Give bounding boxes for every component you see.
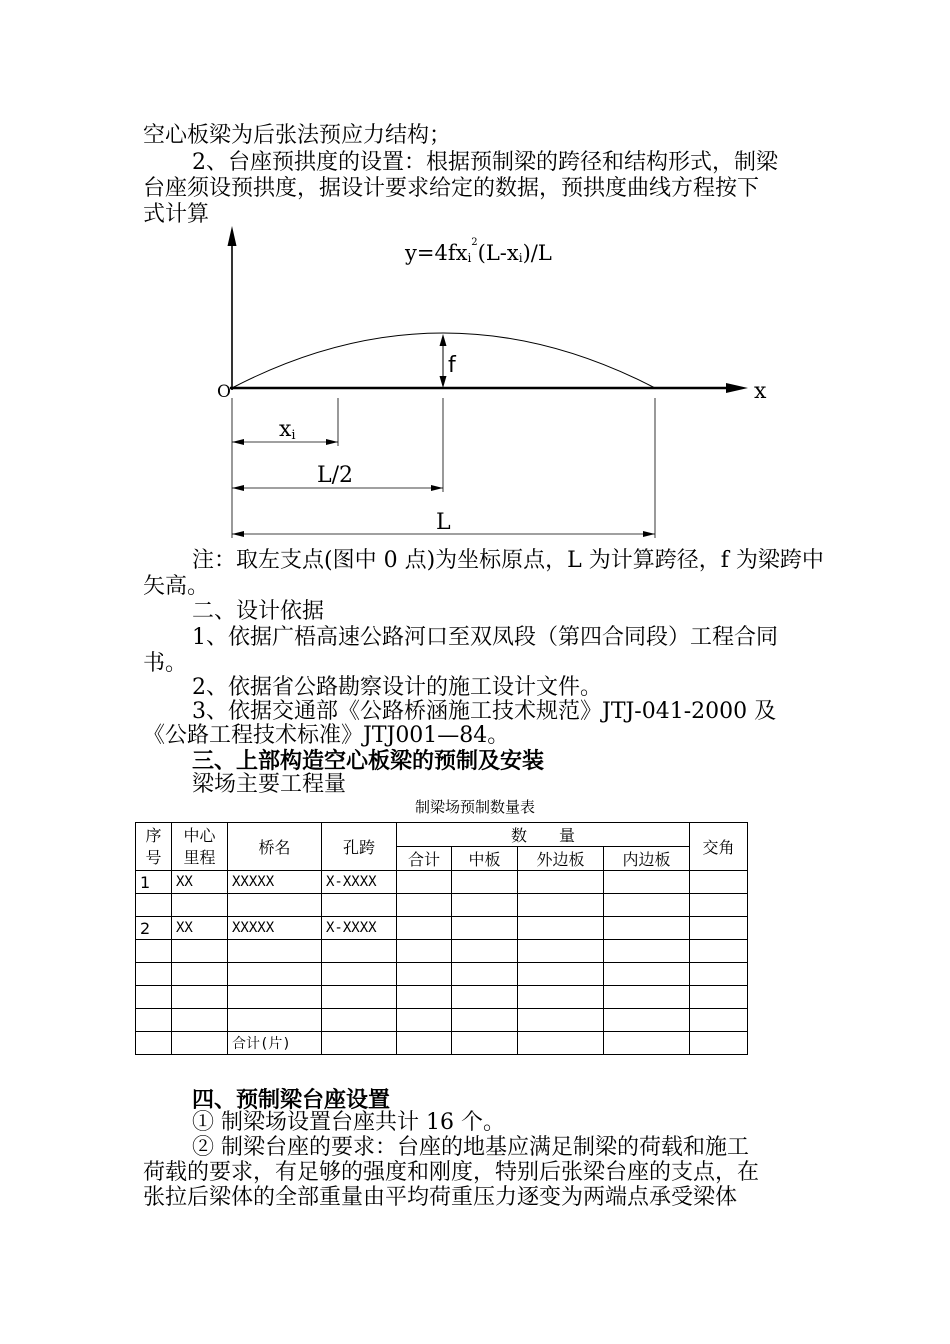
table-cell: [452, 871, 518, 894]
header-span: 孔跨: [322, 823, 397, 871]
table-cell: [322, 963, 397, 986]
table-row: [136, 871, 748, 894]
paragraph-line: 台座须设预拱度，据设计要求给定的数据，预拱度曲线方程按下: [143, 176, 760, 201]
table-cell: [397, 940, 452, 963]
dim-arrow-icon: [431, 485, 443, 491]
table-cell: [136, 1032, 172, 1055]
table-cell: [172, 963, 228, 986]
table-cell: [397, 1009, 452, 1032]
list-item: ① 制梁场设置台座共计 16 个。: [192, 1110, 505, 1135]
table-cell: [518, 986, 604, 1009]
table-cell: [452, 1032, 518, 1055]
section-heading: 三、上部构造空心板梁的预制及安装: [192, 748, 545, 774]
table-cell: [518, 917, 604, 940]
table-cell: [228, 963, 322, 986]
formula: y=4fxi$^2$(L-xi)/L: [405, 237, 552, 265]
table-cell: [172, 986, 228, 1009]
table-cell: [690, 894, 748, 917]
table-caption: 制梁场预制数量表: [414, 798, 535, 816]
table-cell: [172, 894, 228, 917]
table-cell: XXXXX: [228, 871, 322, 894]
dim-label-xi: xi: [279, 417, 296, 443]
subheading: 梁场主要工程量: [192, 772, 347, 797]
table-cell: 合计(片): [228, 1032, 322, 1055]
table-cell: [690, 1009, 748, 1032]
table-cell: [518, 963, 604, 986]
table-cell: [322, 894, 397, 917]
table-cell: [452, 940, 518, 963]
table-cell: [604, 871, 690, 894]
table-cell: X-XXXX: [322, 871, 397, 894]
paragraph-line: 《公路工程技术标准》JTJ001—84。: [143, 723, 510, 748]
header-angle: 交角: [690, 823, 748, 871]
table-cell: [136, 1009, 172, 1032]
table-row: [136, 894, 748, 917]
table-cell: [604, 1032, 690, 1055]
header-mileage: 里程: [183, 847, 216, 867]
header-seq: 序: [145, 825, 162, 845]
table-row: [136, 1032, 748, 1055]
table-cell: [397, 917, 452, 940]
origin-label: O: [217, 382, 231, 402]
table-cell: [690, 940, 748, 963]
table-cell: [604, 986, 690, 1009]
table-cell: [136, 986, 172, 1009]
table-cell: X-XXXX: [322, 917, 397, 940]
section-heading: 四、预制梁台座设置: [192, 1087, 391, 1113]
dim-label-full: L: [436, 510, 451, 535]
table-cell: 2: [136, 917, 172, 940]
table-cell: [690, 963, 748, 986]
header-bridge: 桥名: [228, 823, 322, 871]
table-cell: XX: [172, 871, 228, 894]
table-cell: [136, 963, 172, 986]
table-cell: 1: [136, 871, 172, 894]
table-cell: [518, 940, 604, 963]
table-cell: XXXXX: [228, 917, 322, 940]
note-line: 注：取左支点(图中 0 点)为坐标原点，L 为计算跨径，f 为梁跨中: [192, 548, 824, 573]
x-axis-arrow-icon: [726, 383, 748, 393]
table-row: [136, 986, 748, 1009]
table-cell: [172, 1009, 228, 1032]
table-cell: [397, 986, 452, 1009]
table-cell: [604, 940, 690, 963]
table-cell: [518, 871, 604, 894]
table-cell: [452, 963, 518, 986]
table-row: [136, 917, 748, 940]
header-outer: 外边板: [518, 847, 604, 871]
table-cell: [604, 963, 690, 986]
table-cell: [136, 940, 172, 963]
note-line: 矢高。: [143, 574, 210, 599]
table-cell: [172, 1032, 228, 1055]
table-cell: [322, 1009, 397, 1032]
table-cell: [322, 1032, 397, 1055]
header-inner: 内边板: [604, 847, 690, 871]
table-cell: XX: [172, 917, 228, 940]
dim-arrow-icon: [326, 439, 338, 445]
rise-arrow-down-icon: [440, 376, 447, 388]
header-mileage: 中心: [183, 825, 216, 845]
table-row: [136, 940, 748, 963]
table-header-row: [136, 823, 748, 847]
dim-arrow-icon: [643, 531, 655, 537]
paragraph-line: 式计算: [143, 202, 210, 227]
rise-arrow-up-icon: [440, 334, 447, 346]
y-axis-arrow-icon: [228, 226, 237, 246]
paragraph-line: 2、依据省公路勘察设计的施工设计文件。: [192, 675, 602, 700]
x-axis-label: x: [754, 379, 767, 404]
table-cell: [518, 894, 604, 917]
table-cell: [452, 917, 518, 940]
table-cell: [228, 894, 322, 917]
table-cell: [228, 940, 322, 963]
list-item: ② 制梁台座的要求：台座的地基应满足制梁的荷载和施工: [192, 1135, 749, 1160]
table-cell: [228, 986, 322, 1009]
table-cell: [452, 986, 518, 1009]
table-cell: [452, 894, 518, 917]
table-row: [136, 1009, 748, 1032]
paragraph-line: 2、台座预拱度的设置：根据预制梁的跨径和结构形式，制梁: [192, 150, 778, 175]
table-row: [136, 963, 748, 986]
table-cell: [690, 1032, 748, 1055]
paragraph-line: 1、依据广梧高速公路河口至双凤段（第四合同段）工程合同: [192, 625, 778, 650]
table-cell: [452, 1009, 518, 1032]
table-cell: [690, 871, 748, 894]
table-cell: [690, 986, 748, 1009]
table-cell: [136, 894, 172, 917]
table-cell: [690, 917, 748, 940]
table-cell: [397, 963, 452, 986]
table-cell: [228, 1009, 322, 1032]
header-seq: 号: [145, 847, 162, 867]
precamber-diagram: [200, 222, 790, 547]
table-cell: [518, 1032, 604, 1055]
rise-label: f: [448, 353, 456, 378]
table-cell: [322, 940, 397, 963]
table-cell: [397, 894, 452, 917]
dim-arrow-icon: [232, 531, 244, 537]
paragraph-line: 3、依据交通部《公路桥涵施工技术规范》JTJ-041-2000 及: [192, 699, 777, 724]
table-cell: [397, 871, 452, 894]
paragraph-line: 空心板梁为后张法预应力结构；: [143, 123, 452, 148]
header-quantity: 数 量: [397, 823, 690, 847]
table-cell: [604, 894, 690, 917]
dim-arrow-icon: [232, 439, 244, 445]
dim-label-half: L/2: [317, 463, 354, 488]
quantity-table: [135, 822, 748, 1055]
dim-arrow-icon: [232, 485, 244, 491]
section-heading: 二、设计依据: [192, 599, 325, 624]
paragraph-line: 张拉后梁体的全部重量由平均荷重压力逐变为两端点承受梁体: [143, 1185, 738, 1210]
header-mid: 中板: [452, 847, 518, 871]
table-cell: [322, 986, 397, 1009]
table-cell: [397, 1032, 452, 1055]
table-cell: [604, 1009, 690, 1032]
table-cell: [518, 1009, 604, 1032]
table-cell: [172, 940, 228, 963]
header-total: 合计: [397, 847, 452, 871]
paragraph-line: 书。: [143, 651, 188, 676]
paragraph-line: 荷载的要求，有足够的强度和刚度，特别后张梁台座的支点，在: [143, 1160, 760, 1185]
table-cell: [604, 917, 690, 940]
